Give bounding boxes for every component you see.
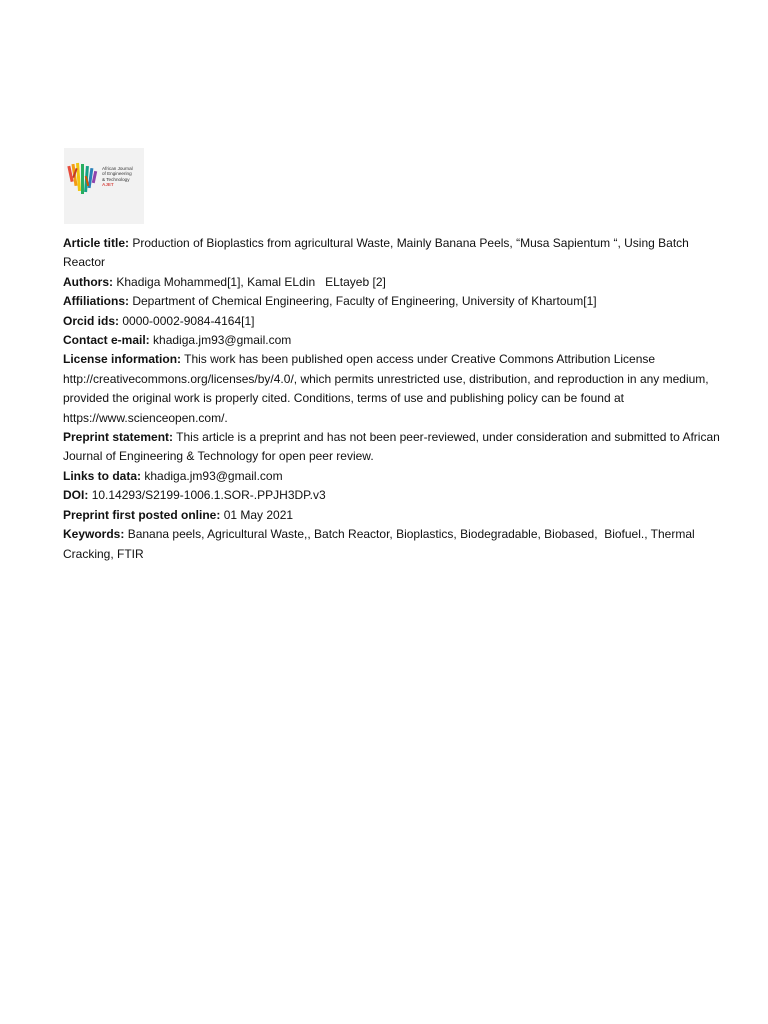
field-label: Keywords: <box>63 527 125 542</box>
posted-online-field <box>63 506 731 525</box>
field-label: Links to data: <box>63 468 142 483</box>
article-metadata <box>63 234 731 564</box>
field-label: DOI: <box>63 488 89 503</box>
field-value: Banana peels, Agricultural Waste,, Batch Reactor, Bioplastics, Biodegradable, Biobased, Biofuel., Thermal Cracking, FTIR <box>63 527 699 561</box>
field-value: Khadiga Mohammed[1], Kamal ELdin ELtayeb [2] <box>116 274 386 289</box>
contact-email-field <box>63 331 731 350</box>
affiliations-field <box>63 292 731 311</box>
field-value: 01 May 2021 <box>223 507 294 522</box>
field-label: Orcid ids: <box>63 313 120 328</box>
orcid-field <box>63 312 731 331</box>
field-value: Production of Bioplastics from agricultural Waste, Mainly Banana Peels, “Musa Sapientum “, Using Batch Reactor <box>63 236 689 270</box>
logo-journal-name: African Journal of Engineering & Technology <box>102 166 133 182</box>
field-value: Department of Chemical Engineering, Faculty of Engineering, University of Khartoum[1] <box>132 294 597 309</box>
field-value[interactable]: khadiga.jm93@gmail.com <box>144 468 283 483</box>
field-value: 0000-0002-9084-4164[1] <box>122 313 255 328</box>
field-value: This work has been published open access under Creative Commons Attribution License http://creativecommons.org/licenses/by/4.0/, which permits unrestricted use, distribution, and reproduction in any medium, provided the original work is properly cited. Conditions, terms of use and publishing policy can be found at https://www.scienceopen.com/. <box>63 352 709 425</box>
field-label: Affiliations: <box>63 294 129 309</box>
field-label: License information: <box>63 352 182 367</box>
logo-text <box>102 166 133 188</box>
field-label: Preprint statement: <box>63 430 174 445</box>
field-label: Authors: <box>63 274 113 289</box>
field-value: This article is a preprint and has not been peer-reviewed, under consideration and submitted to African Journal of Engineering & Technology for open peer review. <box>63 430 720 464</box>
africa-map-icon <box>64 148 104 224</box>
keywords-field <box>63 525 731 564</box>
article-title-field <box>63 234 731 273</box>
field-value[interactable]: 10.14293/S2199-1006.1.SOR-.PPJH3DP.v3 <box>91 488 326 503</box>
field-value[interactable]: khadiga.jm93@gmail.com <box>153 333 292 348</box>
journal-logo <box>64 148 144 224</box>
license-field <box>63 350 731 428</box>
preprint-statement-field <box>63 428 731 467</box>
doi-field <box>63 486 731 505</box>
links-to-data-field <box>63 467 731 486</box>
field-label: Contact e-mail: <box>63 333 150 348</box>
field-label: Preprint first posted online: <box>63 507 221 522</box>
authors-field <box>63 273 731 292</box>
logo-abbreviation: AJET <box>102 182 114 188</box>
field-label: Article title: <box>63 236 130 250</box>
